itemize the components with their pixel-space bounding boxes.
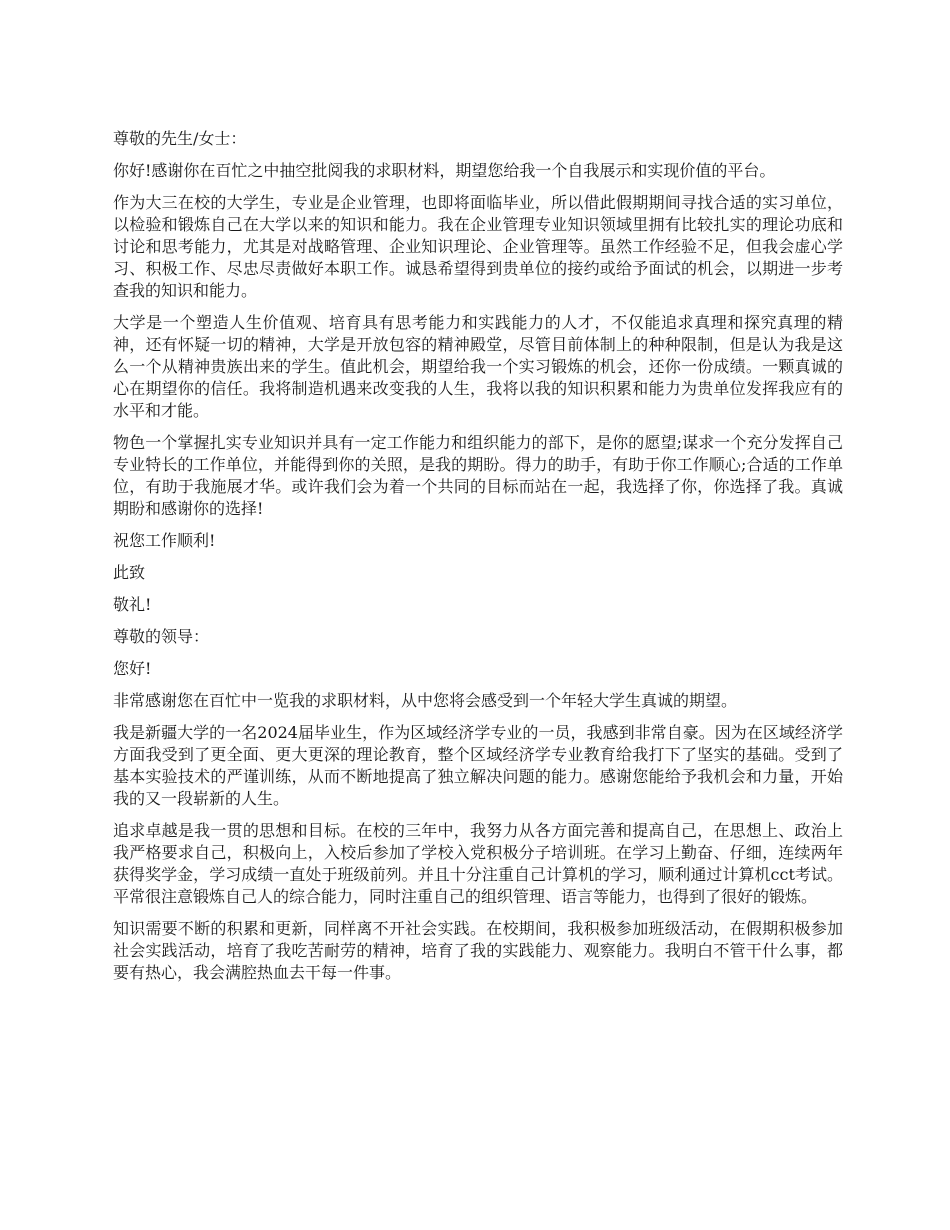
body-paragraph-5: 我是新疆大学的一名2024届毕业生，作为区域经济学专业的一员，我感到非常自豪。因为在区域经济学方面我受到了更全面、更大更深的理论教育，整个区域经济学专业教育给我打下了坚实的基础。受到了基本实验技术的严谨训练，从而不断地提高了独立解决问题的能力。感谢您能给予我机会和力量，开始我的又一段崭新的人生。 bbox=[113, 723, 843, 808]
greeting-2: 您好! bbox=[113, 659, 152, 678]
body-paragraph-2: 大学是一个塑造人生价值观、培育具有思考能力和实践能力的人才，不仅能追求真理和探究真理的精神，还有怀疑一切的精神，大学是开放包容的精神殿堂，尽管目前体制上的种种限制，但是认为我是这么一个从精神贵族出来的学生。值此机会，期望给我一个实习锻炼的机会，还你一份成绩。一颗真诚的心在期望你的信任。我将制造机遇来改变我的人生，我将以我的知识积累和能力为贵单位发挥我应有的水平和才能。 bbox=[113, 313, 843, 420]
body-paragraph-4: 非常感谢您在百忙中一览我的求职材料，从中您将会感受到一个年轻大学生真诚的期望。 bbox=[113, 691, 738, 710]
salutation-2: 尊敬的领导： bbox=[113, 627, 210, 646]
closing-cizhi: 此致 bbox=[113, 563, 146, 582]
closing-wish: 祝您工作顺利! bbox=[113, 531, 216, 550]
greeting-paragraph-1: 你好!感谢你在百忙之中抽空批阅我的求职材料，期望您给我一个自我展示和实现价值的平台。 bbox=[113, 161, 776, 180]
letter-body bbox=[113, 128, 843, 994]
body-paragraph-7: 知识需要不断的积累和更新，同样离不开社会实践。在校期间，我积极参加班级活动，在假期积极参加社会实践活动，培育了我吃苦耐劳的精神，培育了我的实践能力、观察能力。我明白不管干什么事，都要有热心，我会满腔热血去干每一件事。 bbox=[113, 919, 843, 982]
salutation-1: 尊敬的先生/女士： bbox=[113, 129, 247, 148]
closing-jingli: 敬礼! bbox=[113, 595, 152, 614]
body-paragraph-3: 物色一个掌握扎实专业知识并具有一定工作能力和组织能力的部下，是你的愿望;谋求一个充分发挥自己专业特长的工作单位，并能得到你的关照，是我的期盼。得力的助手，有助于你工作顺心;合适的工作单位，有助于我施展才华。或许我们会为着一个共同的目标而站在一起，我选择了你，你选择了我。真诚期盼和感谢你的选择! bbox=[113, 433, 843, 518]
body-paragraph-6: 追求卓越是我一贯的思想和目标。在校的三年中，我努力从各方面完善和提高自己，在思想上、政治上我严格要求自己，积极向上，入校后参加了学校入党积极分子培训班。在学习上勤奋、仔细，连续两年获得奖学金，学习成绩一直处于班级前列。并且十分注重自己计算机的学习，顺利通过计算机cct考试。平常很注意锻炼自己人的综合能力，同时注重自己的组织管理、语言等能力，也得到了很好的锻炼。 bbox=[113, 821, 843, 906]
body-paragraph-1: 作为大三在校的大学生，专业是企业管理，也即将面临毕业，所以借此假期期间寻找合适的实习单位，以检验和锻炼自己在大学以来的知识和能力。我在企业管理专业知识领域里拥有比较扎实的理论功底和讨论和思考能力，尤其是对战略管理、企业知识理论、企业管理等。虽然工作经验不足，但我会虚心学习、积极工作、尽忠尽责做好本职工作。诚恳希望得到贵单位的接约或给予面试的机会，以期进一步考查我的知识和能力。 bbox=[113, 193, 843, 300]
